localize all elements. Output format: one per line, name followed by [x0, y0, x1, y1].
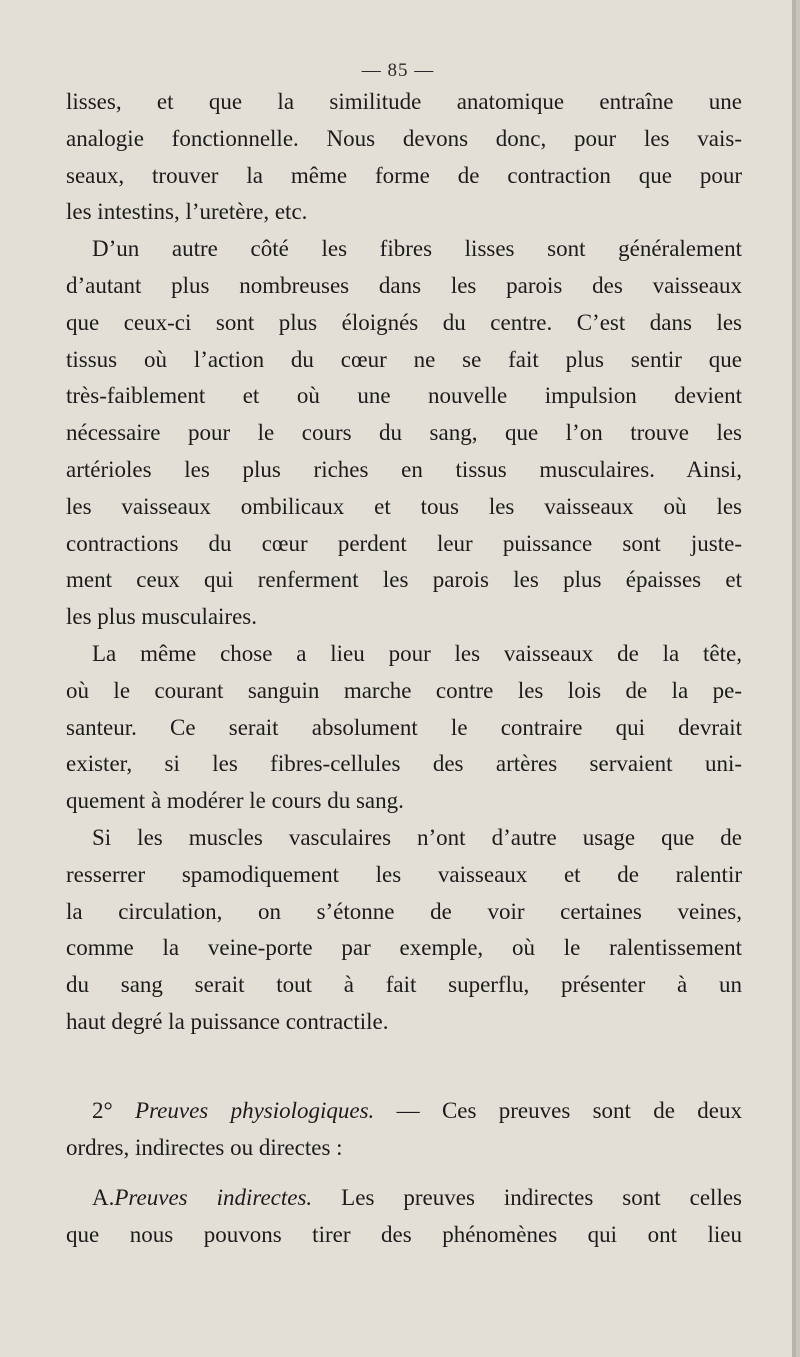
- text-line: La même chose a lieu pour les vaisseaux de la tête,: [92, 640, 742, 666]
- text-line: ment ceux qui renferment les parois les plus épaisses et: [66, 567, 742, 593]
- text-line: ordres, indirectes ou directes :: [66, 1134, 343, 1160]
- section-indirect-proofs: [66, 1180, 742, 1254]
- text-line: quement à modérer le cours du sang.: [66, 788, 404, 814]
- text-line: très-faiblement et où une nouvelle impulsion devient: [66, 383, 742, 409]
- text-line: resserrer spamodiquement les vaisseaux et de ralentir: [66, 861, 742, 887]
- section-gap: [66, 1041, 742, 1093]
- text-line: d’autant plus nombreuses dans les parois des vaisseaux: [66, 272, 742, 298]
- text-line: Si les muscles vasculaires n’ont d’autre usage que de: [92, 824, 742, 850]
- paragraph: [66, 84, 742, 231]
- text-line: comme la veine-porte par exemple, où le ralentissement: [66, 935, 742, 961]
- text-line: du sang serait tout à fait superflu, présenter à un: [66, 972, 742, 998]
- paragraph: [66, 231, 742, 636]
- text-line: contractions du cœur perdent leur puissance sont juste-: [66, 530, 742, 556]
- text-line: artérioles les plus riches en tissus musculaires. Ainsi,: [66, 456, 742, 482]
- subsection-letter: A.: [92, 1185, 115, 1211]
- section-physiological-proofs: [66, 1093, 742, 1167]
- text-line: D’un autre côté les fibres lisses sont généralement: [92, 236, 742, 262]
- text-run: — Ces preuves sont de deux: [374, 1097, 742, 1123]
- text-line: la circulation, on s’étonne de voir certaines veines,: [66, 898, 742, 924]
- text-line: analogie fonctionnelle. Nous devons donc, pour les vais-: [66, 125, 742, 151]
- text-line: [66, 1093, 742, 1130]
- text-run: Les preuves indirectes sont celles: [312, 1185, 742, 1211]
- section-number: 2°: [92, 1097, 113, 1123]
- text-line: les intestins, l’uretère, etc.: [66, 199, 308, 225]
- text-line: tissus où l’action du cœur ne se fait plus sentir que: [66, 346, 742, 372]
- text-line: nécessaire pour le cours du sang, que l’on trouve les: [66, 420, 742, 446]
- text-line: que nous pouvons tirer des phénomènes qui ont lieu: [66, 1222, 742, 1248]
- text-line: lisses, et que la similitude anatomique entraîne une: [66, 89, 742, 114]
- text-line: seaux, trouver la même forme de contraction que pour: [66, 162, 742, 188]
- page-body: [66, 84, 742, 1254]
- text-line: exister, si les fibres-cellules des artères servaient uni-: [66, 751, 742, 777]
- text-line: haut degré la puissance contractile.: [66, 1008, 389, 1034]
- page-number: — 85 —: [361, 60, 435, 81]
- text-line: les plus musculaires.: [66, 604, 257, 630]
- text-line: où le courant sanguin marche contre les lois de la pe-: [66, 677, 742, 703]
- paragraph: [66, 636, 742, 820]
- section-title: Preuves physiologiques.: [135, 1097, 375, 1123]
- subsection-title: Preuves indirectes.: [114, 1185, 313, 1211]
- text-line: [66, 1180, 742, 1217]
- paragraph: [66, 820, 742, 1041]
- text-line: santeur. Ce serait absolument le contraire qui devrait: [66, 714, 742, 740]
- section-gap: [66, 1166, 742, 1180]
- text-line: les vaisseaux ombilicaux et tous les vaisseaux où les: [66, 493, 742, 519]
- text-line: que ceux-ci sont plus éloignés du centre. C’est dans les: [66, 309, 742, 335]
